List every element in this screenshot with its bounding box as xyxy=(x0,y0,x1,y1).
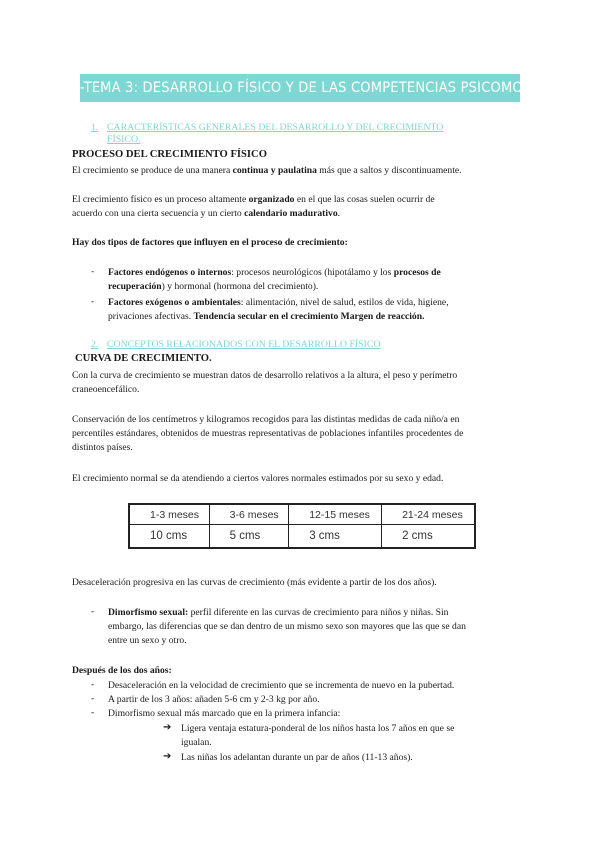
table-cell: 10 cms xyxy=(129,525,209,549)
decel-paragraph: Desaceleración progresiva en las curvas de crecimiento (más evidente a partir de los dos años). xyxy=(72,577,437,588)
factors-heading: Hay dos tipos de factores que influyen en el proceso de crecimiento: xyxy=(72,237,348,248)
dimorfismo-line3: entre un sexo y otro. xyxy=(108,635,187,646)
table-header-cell: 21-24 meses xyxy=(382,504,475,525)
table-header-row xyxy=(129,504,475,525)
factor-endogenous-line1: Factores endógenos o internos: procesos neurológicos (hipotálamo y los procesos de xyxy=(108,267,441,278)
section1-number: 1. xyxy=(91,122,99,133)
arrow-right-icon: ➔ xyxy=(163,751,172,762)
section2-heading: CONCEPTOS RELACIONADOS CON EL DESARROLLO FÍSICO xyxy=(107,339,381,350)
proceso-paragraph-1: El crecimiento se produce de una manera continua y paulatina más que a saltos y discontinuamente. xyxy=(72,165,462,176)
list-item: A partir de los 3 años: añaden 5-6 cm y 2-3 kg por año. xyxy=(108,694,320,705)
factor-exogenous-line2: privaciones afectivas. Tendencia secular en el crecimiento Margen de reacción. xyxy=(108,311,425,322)
page-title: -TEMA 3: DESARROLLO FÍSICO Y DE LAS COMPETENCIAS PSICOMOTRICES- xyxy=(80,80,576,96)
table-cell: 3 cms xyxy=(289,525,382,549)
dimorfismo-line2: embargo, las diferencias que se dan dentro de un mismo sexo son mayores que las que se dan xyxy=(108,621,466,632)
list-item: Dimorfismo sexual más marcado que en la primera infancia: xyxy=(108,708,341,719)
table-header-cell: 1-3 meses xyxy=(129,504,209,525)
bullet-dash: - xyxy=(91,266,95,277)
proceso-paragraph-2a: El crecimiento físico es un proceso altamente organizado en el que las cosas suelen ocurrir de xyxy=(72,194,435,205)
dimorfismo-line1: Dimorfismo sexual: perfil diferente en las curvas de crecimiento para niños y niñas. Sin xyxy=(108,607,449,618)
table-header-cell: 12-15 meses xyxy=(289,504,382,525)
proceso-heading: PROCESO DEL CRECIMIENTO FÍSICO xyxy=(72,149,267,160)
table-header-cell: 3-6 meses xyxy=(209,504,289,525)
curva-paragraph-1b: craneoencefálico. xyxy=(72,384,140,395)
sub-item-2: Las niñas los adelantan durante un par de años (11-13 años). xyxy=(181,752,413,763)
section1-heading-line2: FÍSICO. xyxy=(107,134,141,145)
sub-item-1b: igualan. xyxy=(181,737,212,748)
bullet-dash: - xyxy=(91,296,95,307)
curva-paragraph-2c: distintos países. xyxy=(72,442,133,453)
bullet-dash: - xyxy=(91,606,95,617)
bullet-dash: - xyxy=(91,707,95,718)
factor-exogenous-line1: Factores exógenos o ambientales: alimentación, nivel de salud, estilos de vida, higiene, xyxy=(108,297,449,308)
curva-paragraph-3: El crecimiento normal se da atendiendo a ciertos valores normales estimados por su sexo y edad. xyxy=(72,473,444,484)
bullet-dash: - xyxy=(91,693,95,704)
sub-item-1a: Ligera ventaja estatura-ponderal de los niños hasta los 7 años en que se xyxy=(181,723,455,734)
table-cell: 5 cms xyxy=(209,525,289,549)
proceso-paragraph-2b: acuerdo con una cierta secuencia y un cierto calendario madurativo. xyxy=(72,208,341,219)
list-item: Desaceleración en la velocidad de crecimiento que se incrementa de nuevo en la pubertad. xyxy=(108,680,455,691)
factor-endogenous-line2: recuperación) y hormonal (hormona del crecimiento). xyxy=(108,281,319,292)
section2-number: 2. xyxy=(91,339,99,350)
table-cell: 2 cms xyxy=(382,525,475,549)
curva-heading: CURVA DE CRECIMIENTO. xyxy=(75,353,212,364)
curva-paragraph-2a: Conservación de los centímetros y kilogramos recogidos para las distintas medidas de cada niño/a en xyxy=(72,414,460,425)
after-heading: Después de los dos años: xyxy=(72,665,172,676)
curva-paragraph-1a: Con la curva de crecimiento se muestran datos de desarrollo relativos a la altura, el peso y perímetro xyxy=(72,370,458,381)
table-row xyxy=(129,525,475,549)
curva-paragraph-2b: percentiles estándares, obtenidos de muestras representativas de poblaciones infantiles procedentes de xyxy=(72,428,464,439)
growth-table xyxy=(128,503,476,549)
arrow-right-icon: ➔ xyxy=(163,722,172,733)
section1-heading-line1: CARACTERÍSTICAS GENERALES DEL DESARROLLO Y DEL CRECIMIENTO xyxy=(107,122,444,133)
bullet-dash: - xyxy=(91,679,95,690)
